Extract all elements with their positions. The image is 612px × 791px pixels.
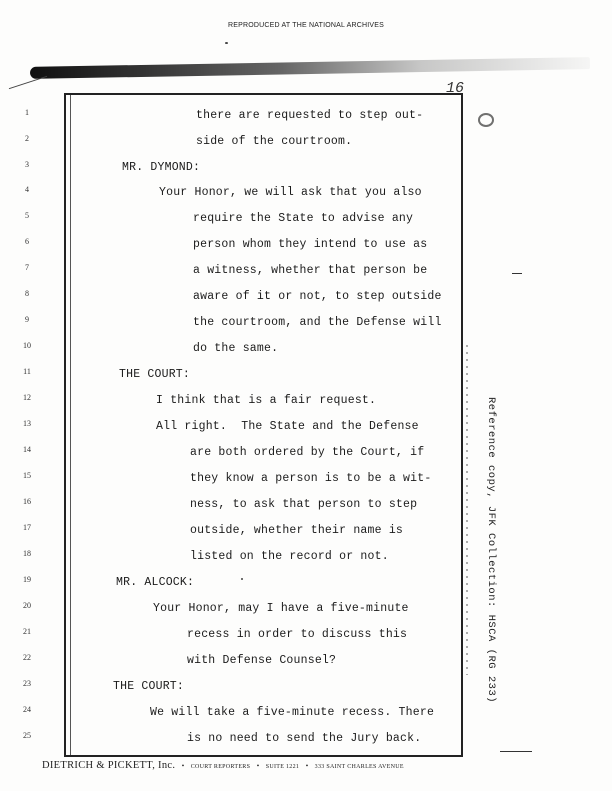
margin-dash	[500, 751, 532, 752]
line-number: 23	[23, 679, 31, 688]
speaker-label: THE COURT:	[119, 368, 191, 381]
transcript-line: aware of it or not, to step outside	[193, 290, 442, 303]
transcript-line: the courtroom, and the Defense will	[193, 316, 442, 329]
line-number: 4	[25, 185, 29, 194]
reporter-role: COURT REPORTERS	[190, 764, 251, 770]
line-number: 10	[23, 341, 31, 350]
transcript-line: there are requested to step out-	[196, 109, 424, 122]
transcript-line: ness, to ask that person to step	[190, 498, 418, 511]
transcript-line: We will take a five-minute recess. There	[150, 706, 435, 719]
line-number: 20	[23, 601, 31, 610]
line-number: 14	[23, 445, 31, 454]
line-number: 8	[25, 289, 29, 298]
line-number: 18	[23, 549, 31, 558]
transcript-line: a witness, whether that person be	[193, 264, 428, 277]
line-number: 22	[23, 653, 31, 662]
transcript-line: they know a person is to be a wit-	[190, 472, 432, 485]
line-number: 13	[23, 419, 31, 428]
scan-speck	[225, 42, 228, 44]
line-number: 7	[25, 263, 29, 272]
transcript-line: side of the courtroom.	[196, 135, 353, 148]
speaker-label: MR. DYMOND:	[122, 161, 201, 174]
page-number: 16	[446, 80, 465, 97]
transcript-line: All right. The State and the Defense	[156, 420, 419, 433]
court-reporter-footer	[42, 760, 602, 771]
speaker-label: MR. ALCOCK:	[116, 576, 195, 589]
line-number: 24	[23, 705, 31, 714]
reporter-address: 333 SAINT CHARLES AVENUE	[314, 764, 404, 770]
archive-stamp: REPRODUCED AT THE NATIONAL ARCHIVES	[228, 22, 384, 29]
line-number: 15	[23, 471, 31, 480]
margin-dash	[512, 273, 522, 274]
transcript-line: do the same.	[193, 342, 279, 355]
transcript-line: outside, whether their name is	[190, 524, 404, 537]
line-number: 5	[25, 211, 29, 220]
line-number: 21	[23, 627, 31, 636]
transcript-line: require the State to advise any	[193, 212, 414, 225]
line-number: 12	[23, 393, 31, 402]
scan-tick-marks	[466, 345, 468, 675]
reporter-firm: DIETRICH & PICKETT, Inc.	[42, 760, 176, 771]
speaker-label: THE COURT:	[113, 680, 185, 693]
line-number: 2	[25, 134, 29, 143]
line-number: 1	[25, 108, 29, 117]
transcript-line: Your Honor, may I have a five-minute	[153, 602, 409, 615]
transcript-line: with Defense Counsel?	[187, 654, 337, 667]
line-number: 3	[25, 160, 29, 169]
transcript-line: are both ordered by the Court, if	[190, 446, 425, 459]
archive-reference-annotation	[475, 397, 505, 704]
reporter-suite: SUITE 1221	[265, 764, 300, 770]
line-number: 9	[25, 315, 29, 324]
bullet-separator: •	[305, 762, 309, 770]
line-number: 6	[25, 237, 29, 246]
transcript-line: I think that is a fair request.	[156, 394, 377, 407]
transcript-line: listed on the record or not.	[190, 550, 389, 563]
archive-reference-text: Reference copy, JFK Collection: HSCA (RG 233)	[485, 397, 497, 704]
line-number: 19	[23, 575, 31, 584]
transcript-line: recess in order to discuss this	[187, 628, 408, 641]
transcript-line: person whom they intend to use as	[193, 238, 428, 251]
scan-speck	[241, 578, 243, 580]
transcript-line: Your Honor, we will ask that you also	[159, 186, 422, 199]
transcript-line: is no need to send the Jury back.	[187, 732, 422, 745]
line-number: 17	[23, 523, 31, 532]
bullet-separator: •	[181, 762, 185, 770]
line-number: 25	[23, 731, 31, 740]
bullet-separator: •	[256, 762, 260, 770]
line-number: 16	[23, 497, 31, 506]
line-number: 11	[23, 367, 31, 376]
